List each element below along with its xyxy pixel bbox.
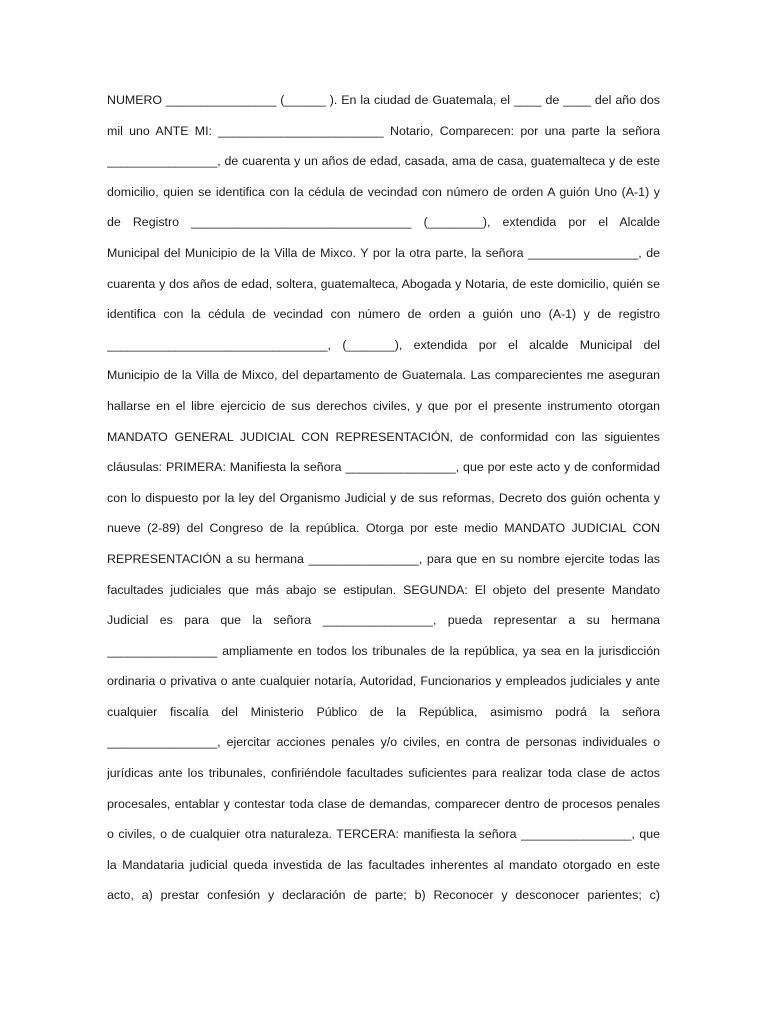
- text-line: domicilio, quien se identifica con la cédula de vecindad con número de orden A guión Uno (A-1) y: [107, 184, 660, 199]
- text-line: ________________________________, (_______), extendida por el alcalde Municipal del: [107, 337, 660, 352]
- text-line: Judicial es para que la señora ________________, pueda representar a su hermana: [107, 613, 660, 628]
- text-line: mil uno ANTE MI: ________________________ Notario, Comparecen: por una parte la señora: [107, 123, 660, 138]
- text-line: cuarenta y dos años de edad, soltera, guatemalteca, Abogada y Notaria, de este domicilio, quién se: [107, 276, 660, 291]
- document-body: [107, 88, 660, 914]
- text-line: con lo dispuesto por la ley del Organismo Judicial y de sus reformas, Decreto dos guión ochenta y: [107, 490, 660, 505]
- text-line: nueve (2-89) del Congreso de la república. Otorga por este medio MANDATO JUDICIAL CON: [107, 521, 660, 536]
- text-line: la Mandataria judicial queda investida de las facultades inherentes al mandato otorgado en este: [107, 857, 660, 872]
- text-line: procesales, entablar y contestar toda clase de demandas, comparecer dentro de procesos penales: [107, 796, 660, 811]
- text-line: identifica con la cédula de vecindad con número de orden a guión uno (A-1) y de registro: [107, 307, 660, 322]
- text-line: facultades judiciales que más abajo se estipulan. SEGUNDA: El objeto del presente Mandato: [107, 582, 660, 597]
- text-line: jurídicas ante los tribunales, confiriéndole facultades suficientes para realizar toda clase de actos: [107, 766, 660, 781]
- text-line: ________________, de cuarenta y un años de edad, casada, ama de casa, guatemalteca y de este: [107, 154, 660, 169]
- text-line: Municipio de la Villa de Mixco, del departamento de Guatemala. Las comparecientes me aseguran: [107, 368, 660, 383]
- text-line: Municipal del Municipio de la Villa de Mixco. Y por la otra parte, la señora ________________, de: [107, 245, 660, 260]
- text-line: NUMERO ________________ (______ ). En la ciudad de Guatemala, el ____ de ____ del año dos: [107, 93, 660, 107]
- text-line: ________________ ampliamente en todos los tribunales de la república, ya sea en la jurisdicción: [107, 643, 660, 658]
- text-line: MANDATO GENERAL JUDICIAL CON REPRESENTACIÓN, de conformidad con las siguientes: [107, 429, 660, 444]
- text-line: o civiles, o de cualquier otra naturaleza. TERCERA: manifiesta la señora ________________, que: [107, 827, 660, 842]
- text-line: ordinaria o privativa o ante cualquier notaría, Autoridad, Funcionarios y empleados judiciales y ante: [107, 674, 660, 689]
- text-line: cláusulas: PRIMERA: Manifiesta la señora ________________, que por este acto y de conformidad: [107, 460, 660, 475]
- text-line: REPRESENTACIÓN a su hermana ________________, para que en su nombre ejercite todas las: [107, 551, 660, 566]
- text-line: de Registro ________________________________ (________), extendida por el Alcalde: [107, 215, 660, 230]
- text-line: ________________, ejercitar acciones penales y/o civiles, en contra de personas individuales o: [107, 735, 660, 750]
- text-line: acto, a) prestar confesión y declaración de parte; b) Reconocer y desconocer parientes; c): [107, 888, 660, 903]
- text-line: cualquier fiscalía del Ministerio Público de la República, asimismo podrá la señora: [107, 704, 660, 719]
- text-line: hallarse en el libre ejercicio de sus derechos civiles, y que por el presente instrumento otorgan: [107, 398, 660, 413]
